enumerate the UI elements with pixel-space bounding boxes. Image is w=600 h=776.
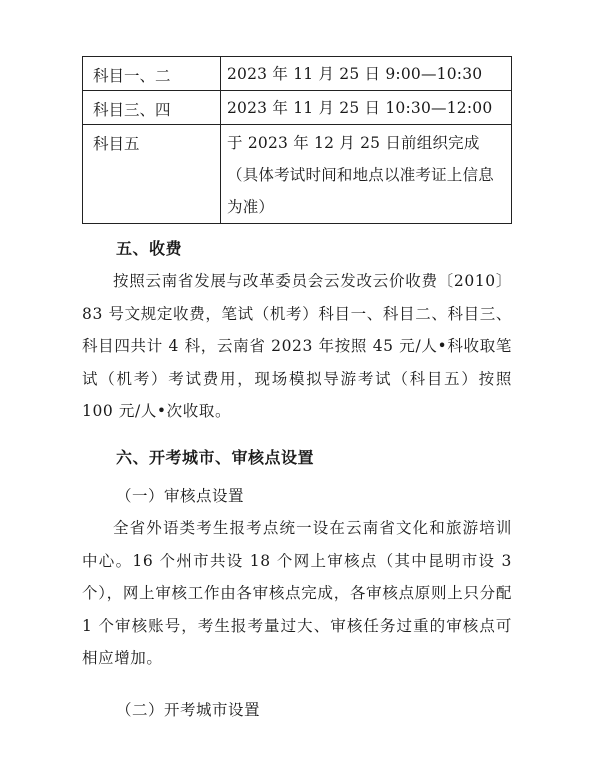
section-heading-cities: 六、开考城市、审核点设置: [116, 448, 315, 467]
exam-schedule-table: [82, 56, 512, 224]
subsection-heading-review-points: （一）审核点设置: [116, 487, 245, 505]
time-cell: 2023 年 11 月 25 日 9:00—10:30: [221, 57, 512, 91]
time-cell: 于 2023 年 12 月 25 日前组织完成（具体考试时间和地点以准考证上信息为准）: [221, 125, 512, 224]
table-row: [83, 57, 512, 91]
subject-cell: 科目一、二: [83, 57, 221, 91]
table-row: [83, 125, 512, 224]
subject-cell: 科目三、四: [83, 91, 221, 125]
time-cell: 2023 年 11 月 25 日 10:30—12:00: [221, 91, 512, 125]
table-row: [83, 91, 512, 125]
review-points-paragraph: 全省外语类考生报考点统一设在云南省文化和旅游培训中心。16 个州市共设 18 个网上审核点（其中昆明市设 3 个），网上审核工作由各审核点完成，各审核点原则上只分配 1 个审核账号，考生报考量过大、审核任务过重的审核点可相应增加。: [82, 519, 512, 667]
fees-paragraph: 按照云南省发展与改革委员会云发改云价收费〔2010〕83 号文规定收费，笔试（机考）科目一、科目二、科目三、科目四共计 4 科，云南省 2023 年按照 45 元/人•科收取笔试（机考）考试费用，现场模拟导游考试（科目五）按照 100 元/人•次收取。: [82, 272, 512, 420]
subsection-heading-exam-cities: （二）开考城市设置: [116, 701, 261, 719]
subject-cell: 科目五: [83, 125, 221, 224]
section-heading-fees: 五、收费: [116, 239, 183, 258]
